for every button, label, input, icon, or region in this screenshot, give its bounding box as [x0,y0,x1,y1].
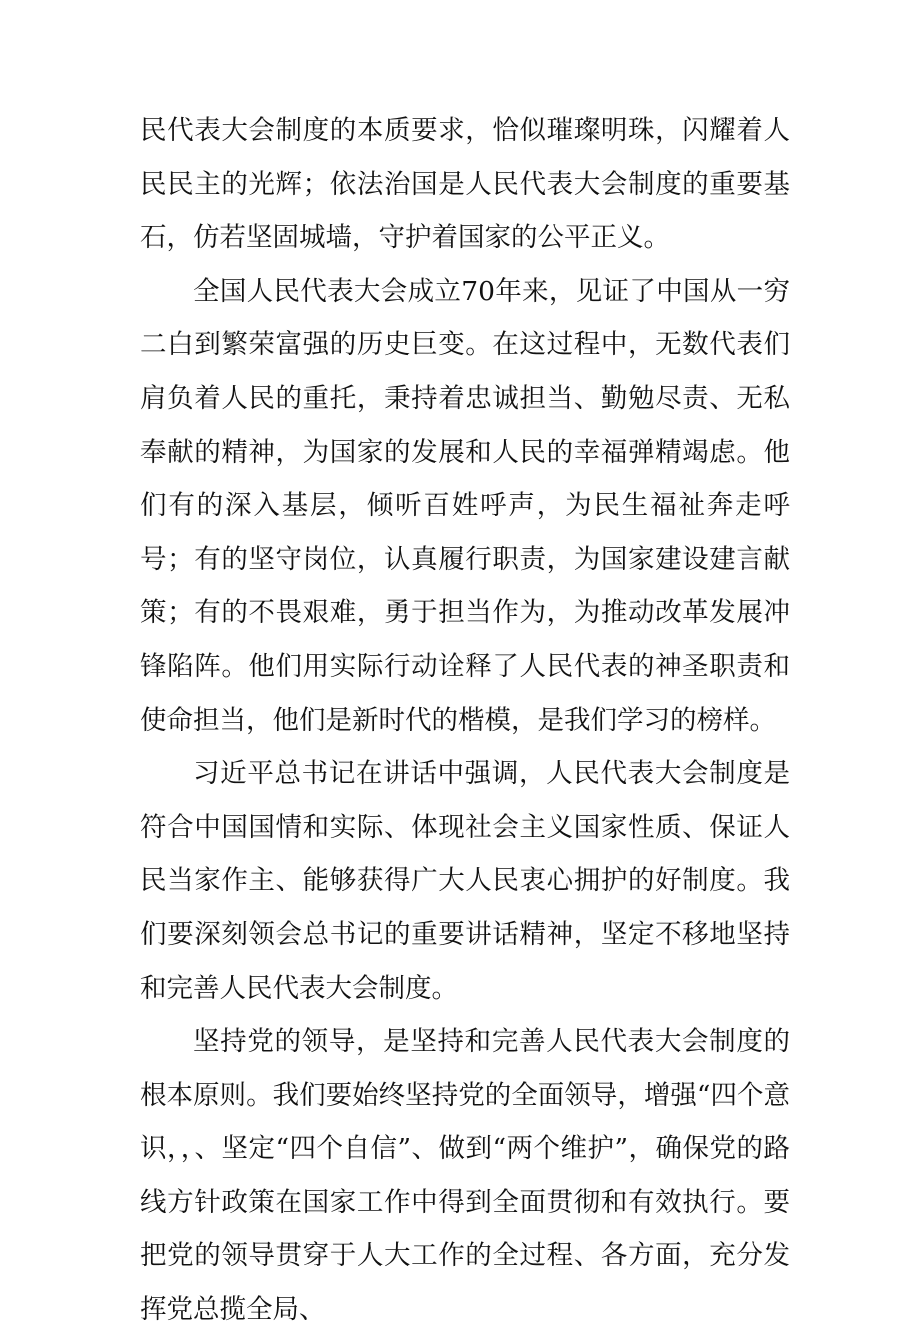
paragraph-npc-70-years: 全国人民代表大会成立70年来，见证了中国从一穷二白到繁荣富强的历史巨变。在这过程中，无数代表们肩负着人民的重托，秉持着忠诚担当、勤勉尽责、无私奉献的精神，为国家的发展和人民的幸福弹精竭虑。他们有的深入基层，倾听百姓呼声，为民生福祉奔走呼号；有的坚守岗位，认真履行职责，为国家建设建言献策；有的不畏艰难，勇于担当作为，为推动改革发展冲锋陷阵。他们用实际行动诠释了人民代表的神圣职责和使命担当，他们是新时代的楷模，是我们学习的榜样。 [140,275,790,736]
paragraph-continuation: 民代表大会制度的本质要求，恰似璀璨明珠，闪耀着人民民主的光辉；依法治国是人民代表大会制度的重要基石，仿若坚固城墙，守护着国家的公平正义。 [140,115,790,254]
paragraph-party-leadership: 坚持党的领导，是坚持和完善人民代表大会制度的根本原则。我们要始终坚持党的全面领导，增强“四个意识，，、坚定“四个自信”、做到“两个维护”，确保党的路线方针政策在国家工作中得到全面贯彻和有效执行。要把党的领导贯穿于人大工作的全过程、各方面，充分发挥党总揽全局、 [140,1026,790,1326]
paragraph-xi-speech: 习近平总书记在讲话中强调，人民代表大会制度是符合中国国情和实际、体现社会主义国家性质、保证人民当家作主、能够获得广大人民衷心拥护的好制度。我们要深刻领会总书记的重要讲话精神，坚定不移地坚持和完善人民代表大会制度。 [140,758,790,1004]
document-body [140,104,790,1337]
